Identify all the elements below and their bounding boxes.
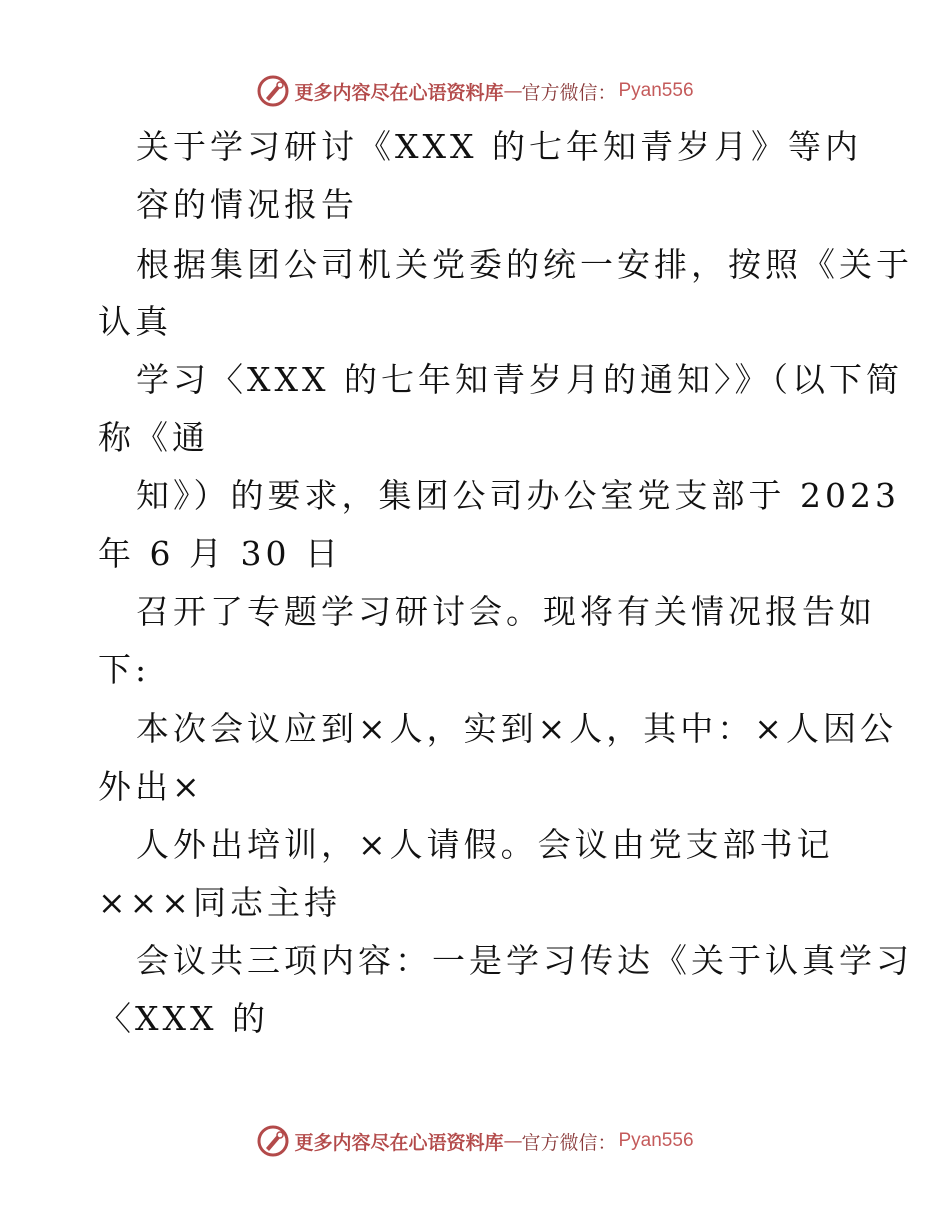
- watermark-main-text: 更多内容尽在心语资料库: [294, 1131, 504, 1154]
- pen-logo-icon: [256, 74, 290, 108]
- body-line: 年 6 月 30 日: [98, 534, 342, 573]
- watermark-id: Pyan556: [618, 1130, 694, 1151]
- body-line: 学习〈XXX 的七年知青岁月的通知〉》（以下简: [136, 360, 903, 399]
- footer-watermark: [0, 1121, 950, 1161]
- body-line: 容的情况报告: [136, 185, 358, 224]
- body-line: 根据集团公司机关党委的统一安排，按照《关于: [136, 245, 913, 284]
- body-line: 人外出培训，×人请假。会议由党支部书记: [136, 825, 834, 864]
- body-line: 〈XXX 的: [98, 999, 269, 1038]
- watermark-main-text: 更多内容尽在心语资料库: [294, 81, 504, 104]
- body-line: ×××同志主持: [98, 883, 341, 922]
- body-line: 召开了专题学习研讨会。现将有关情况报告如: [136, 592, 876, 631]
- watermark-dash: —: [503, 80, 522, 102]
- body-line: 知》）的要求，集团公司办公室党支部于 2023: [136, 476, 900, 515]
- body-line: 称《通: [98, 418, 209, 457]
- watermark-id: Pyan556: [618, 80, 694, 101]
- body-line: 本次会议应到×人，实到×人，其中：×人因公: [136, 709, 897, 748]
- body-line: 关于学习研讨《XXX 的七年知青岁月》等内: [136, 127, 862, 166]
- watermark-sub-text: 官方微信：: [521, 1131, 617, 1154]
- watermark-dash: —: [503, 1130, 522, 1152]
- header-watermark: [0, 71, 950, 111]
- watermark-sub-text: 官方微信：: [521, 81, 617, 104]
- body-line: 认真: [98, 302, 172, 341]
- body-line: 下:: [98, 650, 151, 689]
- body-line: 外出×: [98, 767, 204, 806]
- body-line: 会议共三项内容：一是学习传达《关于认真学习: [136, 941, 913, 980]
- pen-logo-icon: [256, 1124, 290, 1158]
